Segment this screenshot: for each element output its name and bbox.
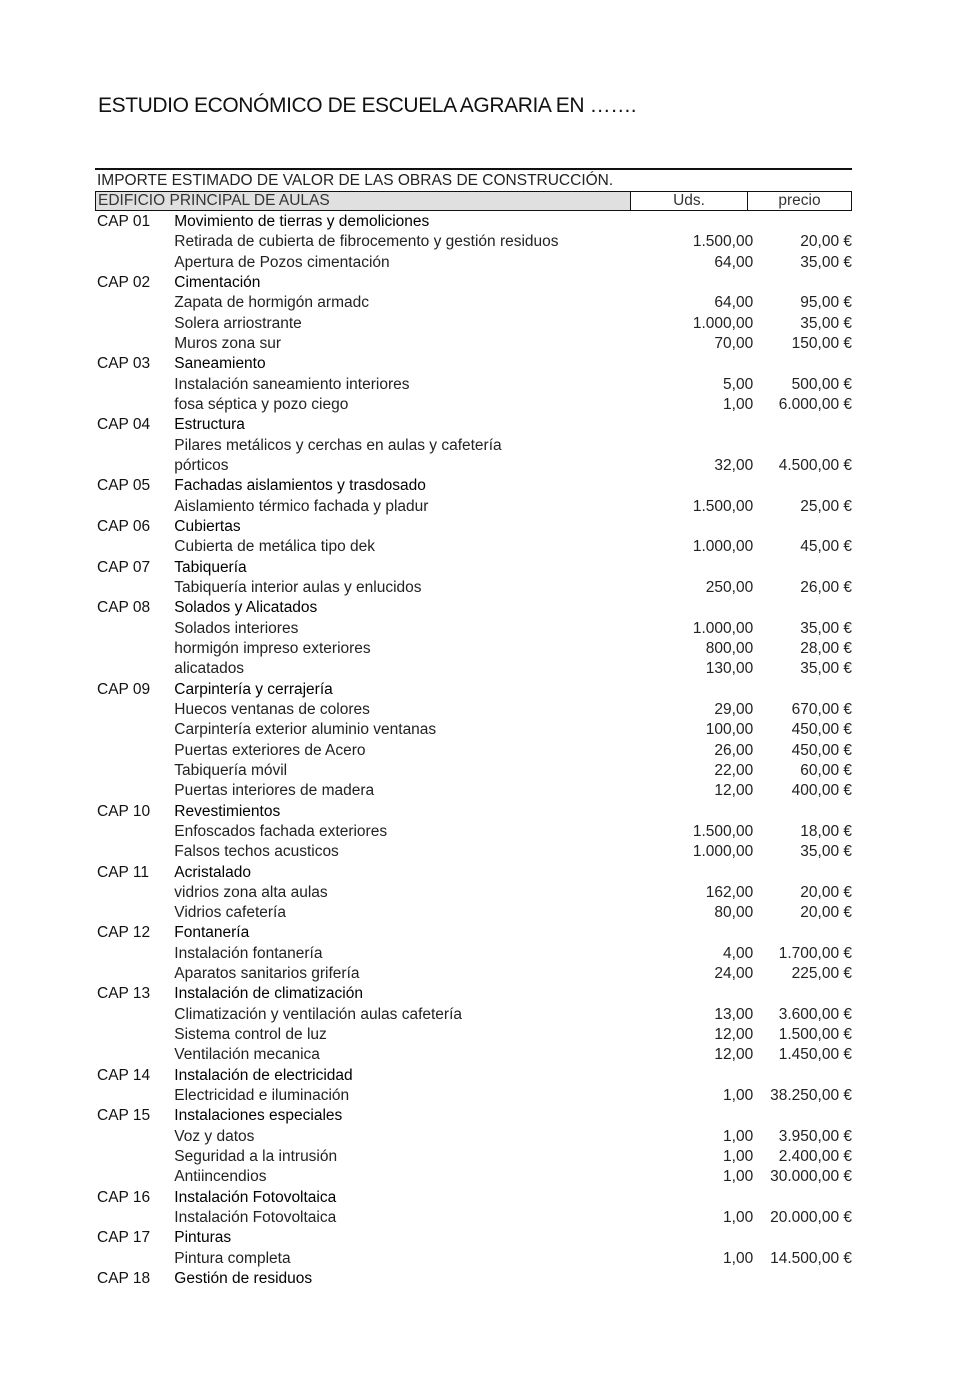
chapter-name: Instalación de electricidad — [174, 1066, 353, 1084]
item-description: Aislamiento térmico fachada y pladur — [174, 497, 429, 515]
chapter-code — [95, 619, 174, 639]
chapter-code — [95, 253, 174, 273]
header-price: precio — [748, 192, 851, 210]
chapter-code: CAP 07 — [97, 558, 151, 576]
chapter-code — [95, 456, 174, 476]
item-price: 450,00 € — [791, 741, 852, 759]
item-price — [753, 680, 852, 700]
item-price: 150,00 € — [791, 334, 852, 352]
item-row — [95, 944, 852, 964]
item-description: Electricidad e iluminación — [174, 1087, 350, 1105]
item-description: vidrios zona alta aulas — [174, 883, 328, 901]
item-units — [615, 680, 753, 700]
item-row — [95, 700, 852, 720]
item-price: 95,00 € — [800, 294, 852, 312]
item-price: 6.000,00 € — [778, 395, 852, 413]
chapter-code — [95, 1249, 174, 1269]
item-row — [95, 741, 852, 761]
item-units: 1,00 — [723, 1087, 754, 1105]
item-units: 1,00 — [723, 1148, 754, 1166]
item-description: Seguridad a la intrusión — [174, 1148, 338, 1166]
item-units: 70,00 — [714, 334, 754, 352]
item-row — [95, 1005, 852, 1025]
chapter-code: CAP 17 — [97, 1229, 151, 1247]
chapter-code — [95, 1005, 174, 1025]
item-units — [615, 212, 753, 232]
budget-table — [95, 168, 852, 1289]
item-units: 12,00 — [714, 1026, 754, 1044]
item-units: 100,00 — [705, 721, 754, 739]
item-units — [615, 1188, 753, 1208]
item-description: Solera arriostrante — [174, 314, 302, 332]
item-description: Vidrios cafetería — [174, 904, 286, 922]
chapter-code: CAP 08 — [97, 599, 151, 617]
item-units — [615, 1228, 753, 1248]
item-units: 32,00 — [714, 456, 754, 474]
item-price: 28,00 € — [800, 639, 852, 657]
item-row — [95, 964, 852, 984]
chapter-name: Carpintería y cerrajería — [174, 680, 333, 698]
item-price: 1.700,00 € — [778, 944, 852, 962]
header-units: Uds. — [631, 192, 748, 210]
item-row — [95, 639, 852, 659]
item-description: Apertura de Pozos cimentación — [174, 253, 390, 271]
item-row — [95, 253, 852, 273]
item-price — [753, 354, 852, 374]
chapter-code — [95, 883, 174, 903]
item-description: Cubierta de metálica tipo dek — [174, 538, 376, 556]
item-row — [95, 1208, 852, 1228]
item-price — [753, 1188, 852, 1208]
item-units — [615, 984, 753, 1004]
item-units: 29,00 — [714, 700, 754, 718]
item-units: 1.500,00 — [692, 233, 754, 251]
item-row — [95, 842, 852, 862]
chapter-code — [95, 375, 174, 395]
chapter-code — [95, 314, 174, 334]
chapter-code — [95, 395, 174, 415]
chapter-code: CAP 02 — [97, 273, 151, 291]
item-description: Enfoscados fachada exteriores — [174, 822, 388, 840]
item-units — [615, 476, 753, 496]
chapter-code: CAP 11 — [97, 863, 149, 881]
chapter-row — [95, 354, 852, 374]
item-price: 1.500,00 € — [778, 1026, 852, 1044]
chapter-row — [95, 1188, 852, 1208]
chapter-code — [95, 741, 174, 761]
item-units: 1.500,00 — [692, 497, 754, 515]
chapter-row — [95, 558, 852, 578]
item-description: pórticos — [174, 456, 229, 474]
chapter-row — [95, 415, 852, 435]
item-row — [95, 334, 852, 354]
item-price: 3.950,00 € — [778, 1127, 852, 1145]
chapter-name: Revestimientos — [174, 802, 281, 820]
item-price: 30.000,00 € — [770, 1168, 852, 1186]
item-units: 1,00 — [723, 1168, 754, 1186]
item-row — [95, 659, 852, 679]
item-price: 20,00 € — [800, 883, 852, 901]
item-units — [615, 598, 753, 618]
item-units: 13,00 — [714, 1005, 754, 1023]
item-units: 1,00 — [723, 1209, 754, 1227]
chapter-code — [95, 578, 174, 598]
chapter-row — [95, 476, 852, 496]
item-units: 1.000,00 — [692, 843, 754, 861]
item-units — [615, 1106, 753, 1126]
item-price: 60,00 € — [800, 761, 852, 779]
item-units: 1,00 — [723, 1249, 754, 1267]
item-price — [753, 1228, 852, 1248]
item-row — [95, 761, 852, 781]
chapter-name: Fachadas aislamientos y trasdosado — [174, 477, 426, 495]
item-units — [615, 517, 753, 537]
item-price — [753, 863, 852, 883]
item-units: 26,00 — [714, 741, 754, 759]
chapter-code — [95, 232, 174, 252]
item-units: 1.000,00 — [692, 314, 754, 332]
chapter-code — [95, 639, 174, 659]
item-units: 64,00 — [714, 294, 754, 312]
chapter-row — [95, 923, 852, 943]
item-description: Instalación saneamiento interiores — [174, 375, 410, 393]
chapter-code — [95, 293, 174, 313]
item-description: Carpintería exterior aluminio ventanas — [174, 721, 437, 739]
item-units: 1.500,00 — [692, 822, 754, 840]
chapter-code: CAP 12 — [97, 924, 151, 942]
chapter-row — [95, 517, 852, 537]
item-description: Tabiquería interior aulas y enlucidos — [174, 578, 422, 596]
item-units: 162,00 — [705, 883, 754, 901]
chapter-name: Cubiertas — [174, 517, 241, 535]
chapter-code — [95, 1045, 174, 1065]
item-price — [753, 212, 852, 232]
item-price — [753, 273, 852, 293]
item-description: Puertas exteriores de Acero — [174, 741, 366, 759]
item-price: 500,00 € — [791, 375, 852, 393]
item-row — [95, 314, 852, 334]
item-price — [753, 1066, 852, 1086]
item-row — [95, 395, 852, 415]
document-title: ESTUDIO ECONÓMICO DE ESCUELA AGRARIA EN ……. — [98, 94, 637, 117]
item-price: 4.500,00 € — [778, 456, 852, 474]
chapter-name: Gestión de residuos — [174, 1270, 313, 1288]
item-units: 80,00 — [714, 904, 754, 922]
item-row — [95, 883, 852, 903]
item-price: 14.500,00 € — [770, 1249, 852, 1267]
item-description: Puertas interiores de madera — [174, 782, 375, 800]
item-units — [615, 1066, 753, 1086]
item-row — [95, 537, 852, 557]
item-row — [95, 578, 852, 598]
chapter-code — [95, 822, 174, 842]
item-row — [95, 1127, 852, 1147]
item-description: Zapata de hormigón armadc — [174, 294, 369, 312]
chapter-code: CAP 10 — [97, 802, 151, 820]
item-description: Climatización y ventilación aulas cafetería — [174, 1005, 463, 1023]
chapter-name: Instalación Fotovoltaica — [174, 1188, 337, 1206]
item-units: 1,00 — [723, 1127, 754, 1145]
item-price — [753, 436, 852, 456]
item-description: fosa séptica y pozo ciego — [174, 395, 349, 413]
chapter-code: CAP 01 — [97, 213, 151, 230]
item-row — [95, 497, 852, 517]
item-description: Pintura completa — [174, 1249, 291, 1267]
item-description: Voz y datos — [174, 1127, 255, 1145]
chapter-code: CAP 14 — [97, 1066, 151, 1084]
chapter-row — [95, 1228, 852, 1248]
chapter-row — [95, 1106, 852, 1126]
item-description: Retirada de cubierta de fibrocemento y gestión residuos — [174, 233, 559, 251]
item-price — [753, 1106, 852, 1126]
item-units: 5,00 — [723, 375, 754, 393]
item-units — [615, 802, 753, 822]
item-price: 20,00 € — [800, 904, 852, 922]
chapter-name: Acristalado — [174, 863, 251, 881]
item-row — [95, 1167, 852, 1187]
item-units: 4,00 — [723, 944, 754, 962]
chapter-code — [95, 964, 174, 984]
item-price: 1.450,00 € — [778, 1046, 852, 1064]
chapter-row — [95, 273, 852, 293]
chapter-code: CAP 04 — [97, 416, 151, 434]
chapter-row — [95, 863, 852, 883]
item-price: 35,00 € — [800, 619, 852, 637]
item-price: 670,00 € — [791, 700, 852, 718]
item-units: 1,00 — [723, 395, 754, 413]
item-price — [753, 415, 852, 435]
item-units: 22,00 — [714, 761, 754, 779]
item-price — [753, 517, 852, 537]
item-price: 225,00 € — [791, 965, 852, 983]
chapter-name: Tabiquería — [174, 558, 247, 576]
item-row — [95, 1249, 852, 1269]
item-price: 35,00 € — [800, 660, 852, 678]
table-header-row — [95, 191, 852, 211]
chapter-code — [95, 1147, 174, 1167]
item-units: 12,00 — [714, 782, 754, 800]
chapter-code — [95, 903, 174, 923]
chapter-code — [95, 700, 174, 720]
item-description: Muros zona sur — [174, 334, 282, 352]
section-header: IMPORTE ESTIMADO DE VALOR DE LAS OBRAS DE CONSTRUCCIÓN. — [95, 168, 852, 191]
item-price: 38.250,00 € — [770, 1087, 852, 1105]
chapter-code: CAP 03 — [97, 355, 151, 373]
item-row — [95, 1045, 852, 1065]
item-row — [95, 822, 852, 842]
item-description: Sistema control de luz — [174, 1026, 327, 1044]
item-units — [615, 923, 753, 943]
item-price: 2.400,00 € — [778, 1148, 852, 1166]
chapter-code — [95, 1086, 174, 1106]
item-description: Instalación Fotovoltaica — [174, 1209, 337, 1227]
item-row — [95, 720, 852, 740]
item-description: Aparatos sanitarios grifería — [174, 965, 360, 983]
chapter-code: CAP 18 — [97, 1270, 151, 1288]
item-description: Ventilación mecanica — [174, 1046, 320, 1064]
chapter-code — [95, 720, 174, 740]
chapter-name: Saneamiento — [174, 355, 266, 373]
item-description: alicatados — [174, 660, 245, 678]
chapter-code: CAP 06 — [97, 517, 151, 535]
chapter-code: CAP 13 — [97, 985, 151, 1003]
item-units: 64,00 — [714, 253, 754, 271]
chapter-code — [95, 537, 174, 557]
chapter-row — [95, 984, 852, 1004]
chapter-code: CAP 15 — [97, 1107, 151, 1125]
item-row — [95, 903, 852, 923]
item-price: 25,00 € — [800, 497, 852, 515]
item-units — [615, 273, 753, 293]
item-price: 3.600,00 € — [778, 1005, 852, 1023]
item-row — [95, 619, 852, 639]
item-units — [615, 558, 753, 578]
item-row — [95, 232, 852, 252]
chapter-code — [95, 1167, 174, 1187]
chapter-code — [95, 761, 174, 781]
chapter-code — [95, 781, 174, 801]
item-price — [753, 598, 852, 618]
item-units — [615, 415, 753, 435]
item-price: 20.000,00 € — [770, 1209, 852, 1227]
chapter-row — [95, 680, 852, 700]
item-description: Falsos techos acusticos — [174, 843, 339, 861]
item-price: 400,00 € — [791, 782, 852, 800]
item-row — [95, 1086, 852, 1106]
item-row — [95, 781, 852, 801]
item-price — [753, 984, 852, 1004]
item-price: 45,00 € — [800, 538, 852, 556]
item-units — [615, 354, 753, 374]
chapter-name: Movimiento de tierras y demoliciones — [174, 213, 430, 230]
chapter-code — [95, 1025, 174, 1045]
item-row — [95, 1025, 852, 1045]
item-units — [615, 863, 753, 883]
item-price — [753, 558, 852, 578]
item-description: Antiincendios — [174, 1168, 267, 1186]
item-units: 12,00 — [714, 1046, 754, 1064]
item-row — [95, 436, 852, 456]
chapter-name: Cimentación — [174, 273, 261, 291]
item-price: 35,00 € — [800, 314, 852, 332]
chapter-name: Estructura — [174, 416, 245, 434]
chapter-code — [95, 1127, 174, 1147]
item-price: 35,00 € — [800, 253, 852, 271]
item-description: Pilares metálicos y cerchas en aulas y cafetería — [174, 436, 502, 454]
item-price: 450,00 € — [791, 721, 852, 739]
item-description: Instalación fontanería — [174, 944, 323, 962]
item-price: 35,00 € — [800, 843, 852, 861]
chapter-code: CAP 05 — [97, 477, 151, 495]
item-units — [615, 436, 753, 456]
item-units: 130,00 — [705, 660, 754, 678]
item-price: 20,00 € — [800, 233, 852, 251]
chapter-row — [95, 598, 852, 618]
item-price: 18,00 € — [800, 822, 852, 840]
item-units: 24,00 — [714, 965, 754, 983]
header-building-name: EDIFICIO PRINCIPAL DE AULAS — [96, 192, 631, 210]
chapter-row — [95, 802, 852, 822]
item-row — [95, 375, 852, 395]
chapter-code: CAP 16 — [97, 1188, 151, 1206]
chapter-code — [95, 1208, 174, 1228]
chapter-row — [95, 212, 852, 232]
item-price — [753, 476, 852, 496]
chapter-code: CAP 09 — [97, 680, 151, 698]
chapter-name: Fontanería — [174, 924, 250, 942]
item-price: 26,00 € — [800, 578, 852, 596]
chapter-name: Instalación de climatización — [174, 985, 363, 1003]
chapter-row — [95, 1269, 852, 1289]
item-price — [753, 1269, 852, 1289]
chapter-row — [95, 1066, 852, 1086]
item-row — [95, 1147, 852, 1167]
chapter-code — [95, 944, 174, 964]
item-units: 1.000,00 — [692, 538, 754, 556]
item-units — [615, 1269, 753, 1289]
item-price — [753, 802, 852, 822]
chapter-name: Pinturas — [174, 1229, 232, 1247]
item-description: Tabiquería móvil — [174, 761, 288, 779]
item-description: hormigón impreso exteriores — [174, 639, 371, 657]
item-description: Huecos ventanas de colores — [174, 700, 370, 718]
item-units: 1.000,00 — [692, 619, 754, 637]
item-price — [753, 923, 852, 943]
chapter-code — [95, 842, 174, 862]
item-description: Solados interiores — [174, 619, 299, 637]
item-row — [95, 293, 852, 313]
chapter-code — [95, 659, 174, 679]
chapter-name: Solados y Alicatados — [174, 599, 318, 617]
item-units: 250,00 — [705, 578, 754, 596]
chapter-code — [95, 436, 174, 456]
chapter-code — [95, 497, 174, 517]
chapter-name: Instalaciones especiales — [174, 1107, 343, 1125]
item-units: 800,00 — [705, 639, 754, 657]
item-row — [95, 456, 852, 476]
chapter-code — [95, 334, 174, 354]
table-body — [95, 212, 852, 1289]
